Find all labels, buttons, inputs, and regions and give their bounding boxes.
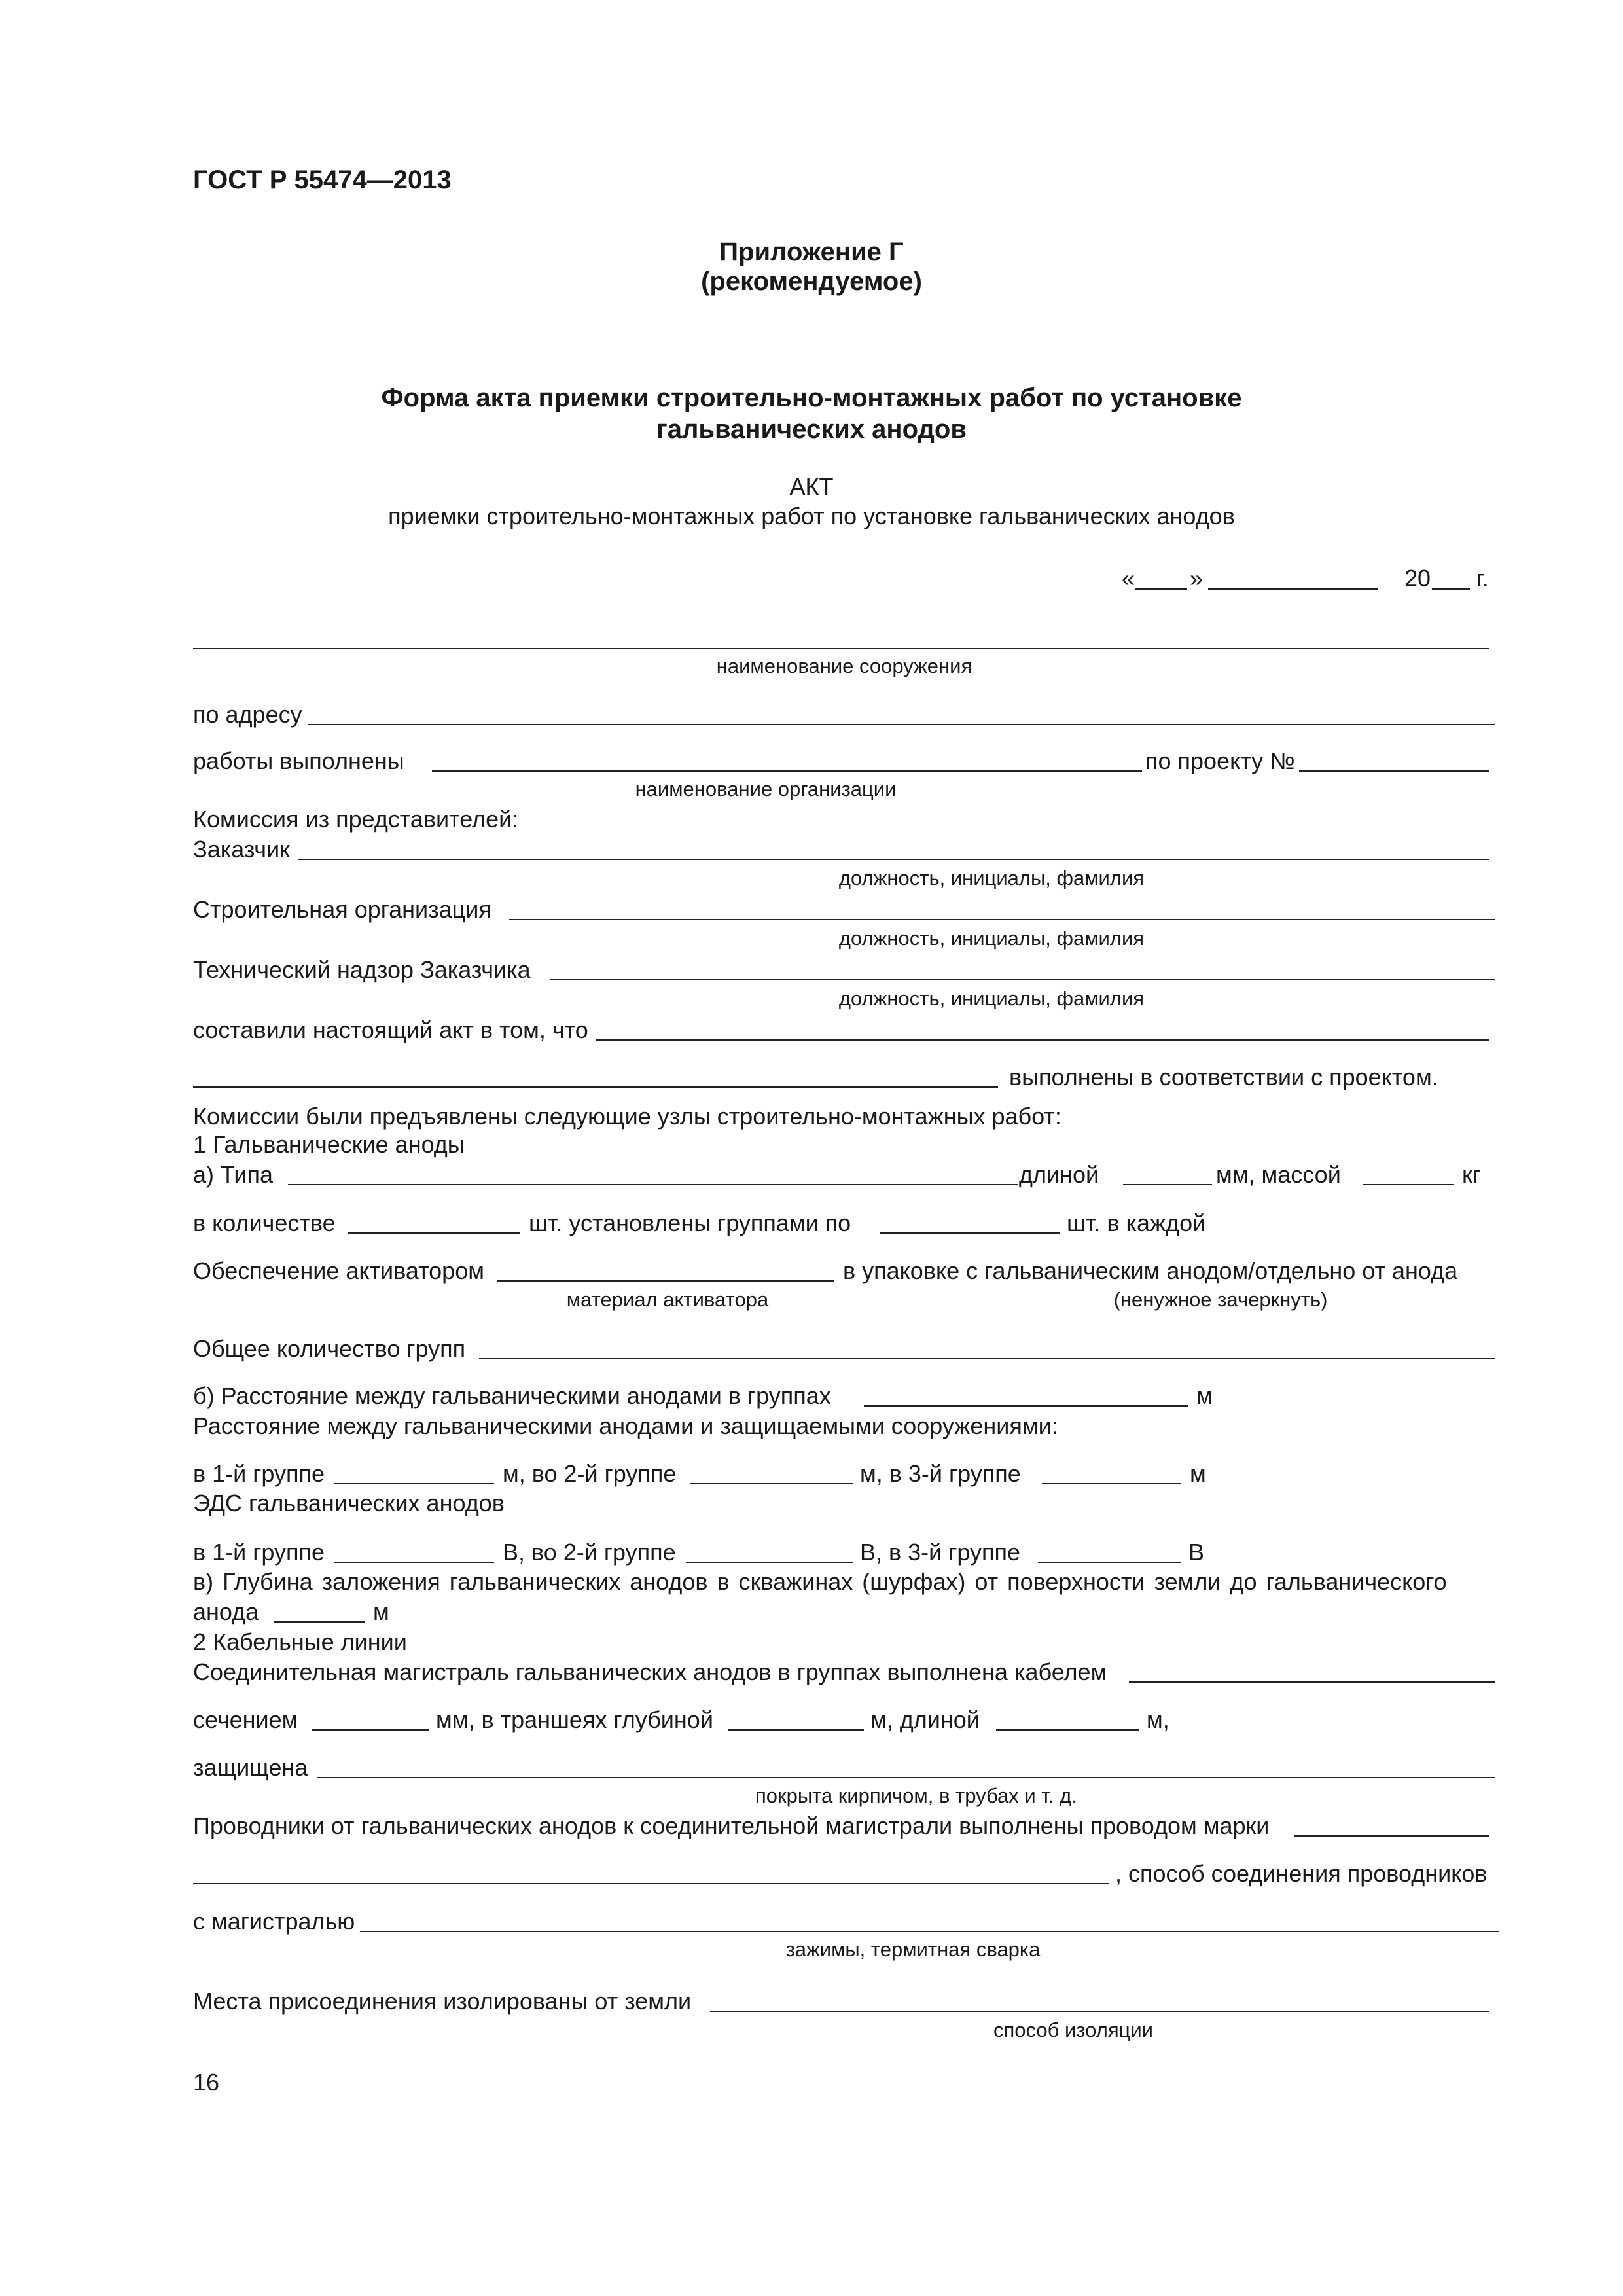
caption-clamps: зажимы, термитная сварка bbox=[785, 1938, 1041, 1961]
label-trunk: Соединительная магистраль гальванических анодов в группах выполнена кабелем bbox=[193, 1659, 1107, 1685]
label-section: сечением bbox=[193, 1706, 298, 1733]
year-field[interactable] bbox=[1432, 588, 1470, 590]
form-title-line1: Форма акта приемки строительно-монтажных работ по установке bbox=[381, 384, 1242, 412]
g3-distance-field[interactable] bbox=[1042, 1483, 1181, 1484]
label-builder: Строительная организация bbox=[193, 896, 491, 923]
group-size-field[interactable] bbox=[880, 1232, 1060, 1234]
g2-distance-field[interactable] bbox=[690, 1483, 853, 1484]
builder-field[interactable] bbox=[509, 919, 1495, 920]
organization-field[interactable] bbox=[432, 770, 1142, 772]
wire-brand-continuation-field[interactable] bbox=[193, 1883, 1109, 1884]
label-length: длиной bbox=[1019, 1161, 1099, 1188]
form-title-line2: гальванических анодов bbox=[656, 415, 967, 444]
label-compiled: составили настоящий акт в том, что bbox=[193, 1016, 588, 1043]
anode-type-field[interactable] bbox=[288, 1184, 1018, 1185]
address-field[interactable] bbox=[308, 724, 1495, 725]
label-m-distance: м bbox=[1196, 1382, 1213, 1409]
label-with-trunk: с магистралью bbox=[193, 1908, 355, 1935]
compiled-field[interactable] bbox=[596, 1039, 1489, 1041]
year-suffix: г. bbox=[1476, 565, 1489, 592]
label-insulated: Места присоединения изолированы от земли bbox=[193, 1988, 692, 2015]
label-g1-emf: в 1-й группе bbox=[193, 1539, 325, 1566]
label-emf: ЭДС гальванических анодов bbox=[193, 1490, 505, 1516]
insulation-field[interactable] bbox=[710, 2011, 1489, 2012]
label-m-comma: м, bbox=[1147, 1706, 1169, 1733]
label-by-project: по проекту № bbox=[1145, 747, 1295, 774]
structure-name-field[interactable] bbox=[193, 648, 1489, 649]
label-quantity: в количестве bbox=[193, 1210, 336, 1236]
caption-insulation: способ изоляции bbox=[993, 2018, 1153, 2041]
customer-field[interactable] bbox=[298, 859, 1489, 860]
caption-org-name: наименование организации bbox=[635, 778, 897, 800]
label-v-g2: В, во 2-й группе bbox=[503, 1539, 676, 1566]
month-field[interactable] bbox=[1208, 588, 1378, 590]
activator-field[interactable] bbox=[497, 1280, 834, 1282]
quantity-field[interactable] bbox=[348, 1232, 520, 1234]
label-protected: защищена bbox=[193, 1754, 308, 1781]
gost-number: ГОСТ Р 55474—2013 bbox=[193, 166, 452, 194]
label-pcs-groups: шт. установлены группами по bbox=[529, 1210, 851, 1236]
label-g1-distance: в 1-й группе bbox=[193, 1460, 325, 1487]
caption-cover: покрыта кирпичом, в трубах и т. д. bbox=[755, 1784, 1078, 1807]
label-a-type: а) Типа bbox=[193, 1161, 274, 1188]
label-total-groups: Общее количество групп bbox=[193, 1335, 466, 1362]
project-number-field[interactable] bbox=[1299, 770, 1489, 772]
label-mm-trench: мм, в траншеях глубиной bbox=[436, 1706, 713, 1733]
g1-emf-field[interactable] bbox=[334, 1562, 494, 1563]
caption-position-supervision: должность, инициалы, фамилия bbox=[838, 987, 1145, 1010]
label-m-depth: м bbox=[373, 1598, 389, 1625]
caption-strike-unneeded: (ненужное зачеркнуть) bbox=[1113, 1288, 1328, 1311]
label-v-unit: В bbox=[1188, 1539, 1205, 1566]
cable-length-field[interactable] bbox=[996, 1729, 1139, 1731]
label-activator: Обеспечение активатором bbox=[193, 1257, 484, 1284]
label-activator-pack: в упаковке с гальваническим анодом/отдельно от анода bbox=[843, 1257, 1458, 1284]
g3-emf-field[interactable] bbox=[1038, 1562, 1181, 1563]
label-wires: Проводники от гальванических анодов к соединительной магистрали выполнены проводом марки bbox=[193, 1812, 1270, 1839]
label-m-length: м, длиной bbox=[870, 1706, 980, 1733]
appendix-name: Приложение Г bbox=[719, 238, 904, 266]
works-description-field[interactable] bbox=[193, 1086, 998, 1088]
trench-depth-field[interactable] bbox=[728, 1729, 864, 1731]
supervision-field[interactable] bbox=[550, 979, 1495, 980]
caption-structure-name: наименование сооружения bbox=[716, 655, 972, 677]
g1-distance-field[interactable] bbox=[334, 1483, 494, 1484]
page-number: 16 bbox=[193, 2069, 220, 2096]
date-quote-open: « bbox=[1122, 565, 1135, 592]
mass-field[interactable] bbox=[1363, 1184, 1454, 1185]
label-supervision: Технический надзор Заказчика bbox=[193, 956, 531, 983]
label-m-g2: м, во 2-й группе bbox=[503, 1460, 677, 1487]
label-pcs-each: шт. в каждой bbox=[1067, 1210, 1206, 1236]
caption-position-customer: должность, инициалы, фамилия bbox=[838, 867, 1145, 889]
act-subtitle: приемки строительно-монтажных работ по установке гальванических анодов bbox=[388, 503, 1235, 529]
total-groups-field[interactable] bbox=[479, 1358, 1495, 1359]
cable-field[interactable] bbox=[1129, 1681, 1495, 1683]
protection-field[interactable] bbox=[317, 1777, 1495, 1778]
caption-position-builder: должность, инициалы, фамилия bbox=[838, 927, 1145, 950]
label-m-g3-unit: м bbox=[1190, 1460, 1206, 1487]
distance-in-groups-field[interactable] bbox=[864, 1405, 1188, 1407]
section-cable-lines: 2 Кабельные линии bbox=[193, 1628, 407, 1655]
label-kg: кг bbox=[1462, 1161, 1481, 1188]
label-presented: Комиссии были предъявлены следующие узлы строительно-монтажных работ: bbox=[193, 1103, 1061, 1130]
label-b-distance: б) Расстояние между гальваническими анодами в группах bbox=[193, 1382, 831, 1409]
date-quote-close: » bbox=[1190, 565, 1204, 592]
label-works-done: работы выполнены bbox=[193, 747, 404, 774]
wire-brand-field[interactable] bbox=[1294, 1835, 1489, 1837]
label-address: по адресу bbox=[193, 701, 302, 728]
day-field[interactable] bbox=[1135, 588, 1187, 590]
section-field[interactable] bbox=[312, 1729, 429, 1731]
depth-field[interactable] bbox=[274, 1621, 365, 1623]
label-c-depth: в) Глубина заложения гальванических анодов в скважинах (шурфах) от поверхности земли до гальванического bbox=[193, 1568, 1447, 1595]
join-method-field[interactable] bbox=[360, 1931, 1499, 1932]
length-field[interactable] bbox=[1123, 1184, 1212, 1185]
label-per-project: выполнены в соответствии с проектом. bbox=[1009, 1064, 1438, 1090]
label-m-g3: м, в 3-й группе bbox=[860, 1460, 1021, 1487]
label-mm-mass: мм, массой bbox=[1216, 1161, 1341, 1188]
label-v-g3: В, в 3-й группе bbox=[860, 1539, 1021, 1566]
g2-emf-field[interactable] bbox=[686, 1562, 853, 1563]
caption-activator-material: материал активатора bbox=[566, 1288, 769, 1311]
label-anode: анода bbox=[193, 1598, 259, 1625]
label-commission: Комиссия из представителей: bbox=[193, 806, 519, 833]
act-title: АКТ bbox=[789, 473, 834, 500]
appendix-kind: (рекомендуемое) bbox=[701, 267, 922, 296]
label-customer: Заказчик bbox=[193, 836, 290, 863]
year-prefix: 20 bbox=[1404, 565, 1431, 592]
label-distance-protected: Расстояние между гальваническими анодами и защищаемыми сооружениями: bbox=[193, 1412, 1058, 1439]
section-galvanic-anodes: 1 Гальванические аноды bbox=[193, 1131, 465, 1158]
label-join-method: , способ соединения проводников bbox=[1115, 1860, 1488, 1887]
